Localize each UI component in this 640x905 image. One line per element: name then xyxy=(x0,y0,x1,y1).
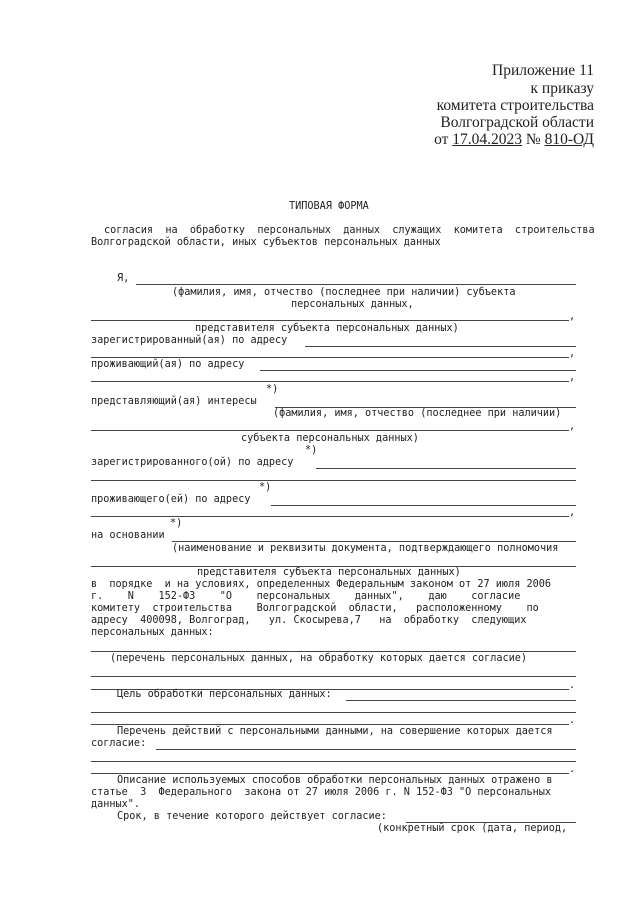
footnote-mark-2: *) xyxy=(305,445,318,456)
living-label: проживающий(ая) по адресу xyxy=(91,359,245,370)
pd-list-line-2[interactable] xyxy=(91,676,576,677)
living-2-label: проживающего(ей) по адресу xyxy=(91,494,251,505)
description-line-2: статье 3 Федерального закона от 27 июля 2006 г. N 152-ФЗ "О персональных xyxy=(91,787,552,798)
appendix-label: Приложение 11 xyxy=(492,62,594,79)
form-subtitle-2: Волгоградской области, иных субъектов персональных данных xyxy=(91,237,441,248)
purpose-label: Цель обработки персональных данных: xyxy=(117,689,332,700)
form-subtitle-1: согласия на обработку персональных данных служащих комитета строительства xyxy=(104,225,595,236)
order-date: 17.04.2023 xyxy=(452,131,523,148)
committee-label: комитета строительства xyxy=(436,97,594,114)
comma-1: , xyxy=(569,311,576,322)
registered-address-line[interactable] xyxy=(305,346,576,347)
living-2-line[interactable] xyxy=(271,505,576,506)
order-ref-label: к приказу xyxy=(530,80,594,97)
basis-label: на основании xyxy=(91,530,165,541)
living-2-line-2[interactable] xyxy=(91,516,569,517)
caption-fio-3: (фамилия, имя, отчество (последнее при наличии) xyxy=(273,408,562,419)
term-label: Срок, в течение которого действует согласие: xyxy=(117,811,387,822)
consent-line-4: адресу 400098, Волгоград, ул. Скосырева,7 на обработку следующих xyxy=(91,615,527,626)
basis-line[interactable] xyxy=(172,541,576,542)
ya-label: Я, xyxy=(117,273,130,284)
fio-input-line-2[interactable] xyxy=(91,320,569,321)
purpose-line-2[interactable] xyxy=(91,712,576,713)
form-title: ТИПОВАЯ ФОРМА xyxy=(289,201,369,212)
caption-term: (конкретный срок (дата, период, xyxy=(377,823,568,834)
caption-pd-list: (перечень персональных данных, на обработку которых дается согласие) xyxy=(110,653,528,664)
comma-2: , xyxy=(569,348,576,359)
region-label: Волгоградской области xyxy=(440,114,594,131)
dot-3: . xyxy=(569,764,576,775)
description-line-1: Описание используемых способов обработки персональных данных отражено в xyxy=(117,775,553,786)
actions-line-1: Перечень действий с персональными данными, на совершение которых дается xyxy=(117,726,553,737)
description-line-3: данных". xyxy=(91,799,141,810)
consent-line-2: г. N 152-ФЗ "О персональных данных", даю согласие xyxy=(91,591,521,602)
footnote-mark-1: *) xyxy=(266,384,279,395)
caption-document: (наименование и реквизиты документа, подтверждающего полномочия xyxy=(172,543,559,554)
representing-label: представляющий(ая) интересы xyxy=(91,396,257,407)
purpose-line[interactable] xyxy=(346,700,576,701)
caption-fio-1: (фамилия, имя, отчество (последнее при наличии) субъекта xyxy=(172,287,516,298)
representing-line-2[interactable] xyxy=(91,430,569,431)
consent-line-1: в порядке и на условиях, определенных Федеральным законом от 27 июля 2006 xyxy=(91,579,552,590)
order-date-line xyxy=(434,131,594,148)
registered-2-line[interactable] xyxy=(316,468,576,469)
fio-input-line[interactable] xyxy=(136,284,576,285)
dot-1: . xyxy=(569,680,576,691)
registered-2-line-2[interactable] xyxy=(91,480,576,481)
dot-2: . xyxy=(569,715,576,726)
registered-2-label: зарегистрированного(ой) по адресу xyxy=(91,457,294,468)
living-address-line-2[interactable] xyxy=(91,381,569,382)
caption-subject: субъекта персональных данных) xyxy=(241,433,419,444)
ot-label: от xyxy=(434,131,449,148)
purpose-line-3[interactable] xyxy=(91,724,569,725)
actions-input-line-2[interactable] xyxy=(91,761,576,762)
comma-3: , xyxy=(569,372,576,383)
footnote-mark-3: *) xyxy=(259,482,272,493)
order-number: 810-ОД xyxy=(544,131,594,148)
num-sign: № xyxy=(525,131,541,148)
pd-list-line[interactable] xyxy=(91,651,576,652)
consent-line-3: комитету строительства Волгоградской области, расположенному по xyxy=(91,603,539,614)
comma-5: , xyxy=(569,507,576,518)
footnote-mark-4: *) xyxy=(170,518,183,529)
registered-address-line-2[interactable] xyxy=(91,357,569,358)
comma-4: , xyxy=(569,421,576,432)
living-address-line[interactable] xyxy=(260,370,576,371)
actions-input-line-3[interactable] xyxy=(91,773,569,774)
caption-document-2: представителя субъекта персональных данных) xyxy=(197,567,461,578)
caption-fio-2: персональных данных, xyxy=(291,299,414,310)
actions-input-line[interactable] xyxy=(156,749,576,750)
actions-line-2: согласие: xyxy=(91,738,147,749)
consent-line-5: персональных данных: xyxy=(91,627,214,638)
registered-label: зарегистрированный(ая) по адресу xyxy=(91,335,288,346)
caption-representative: представителя субъекта персональных данных) xyxy=(195,323,459,334)
